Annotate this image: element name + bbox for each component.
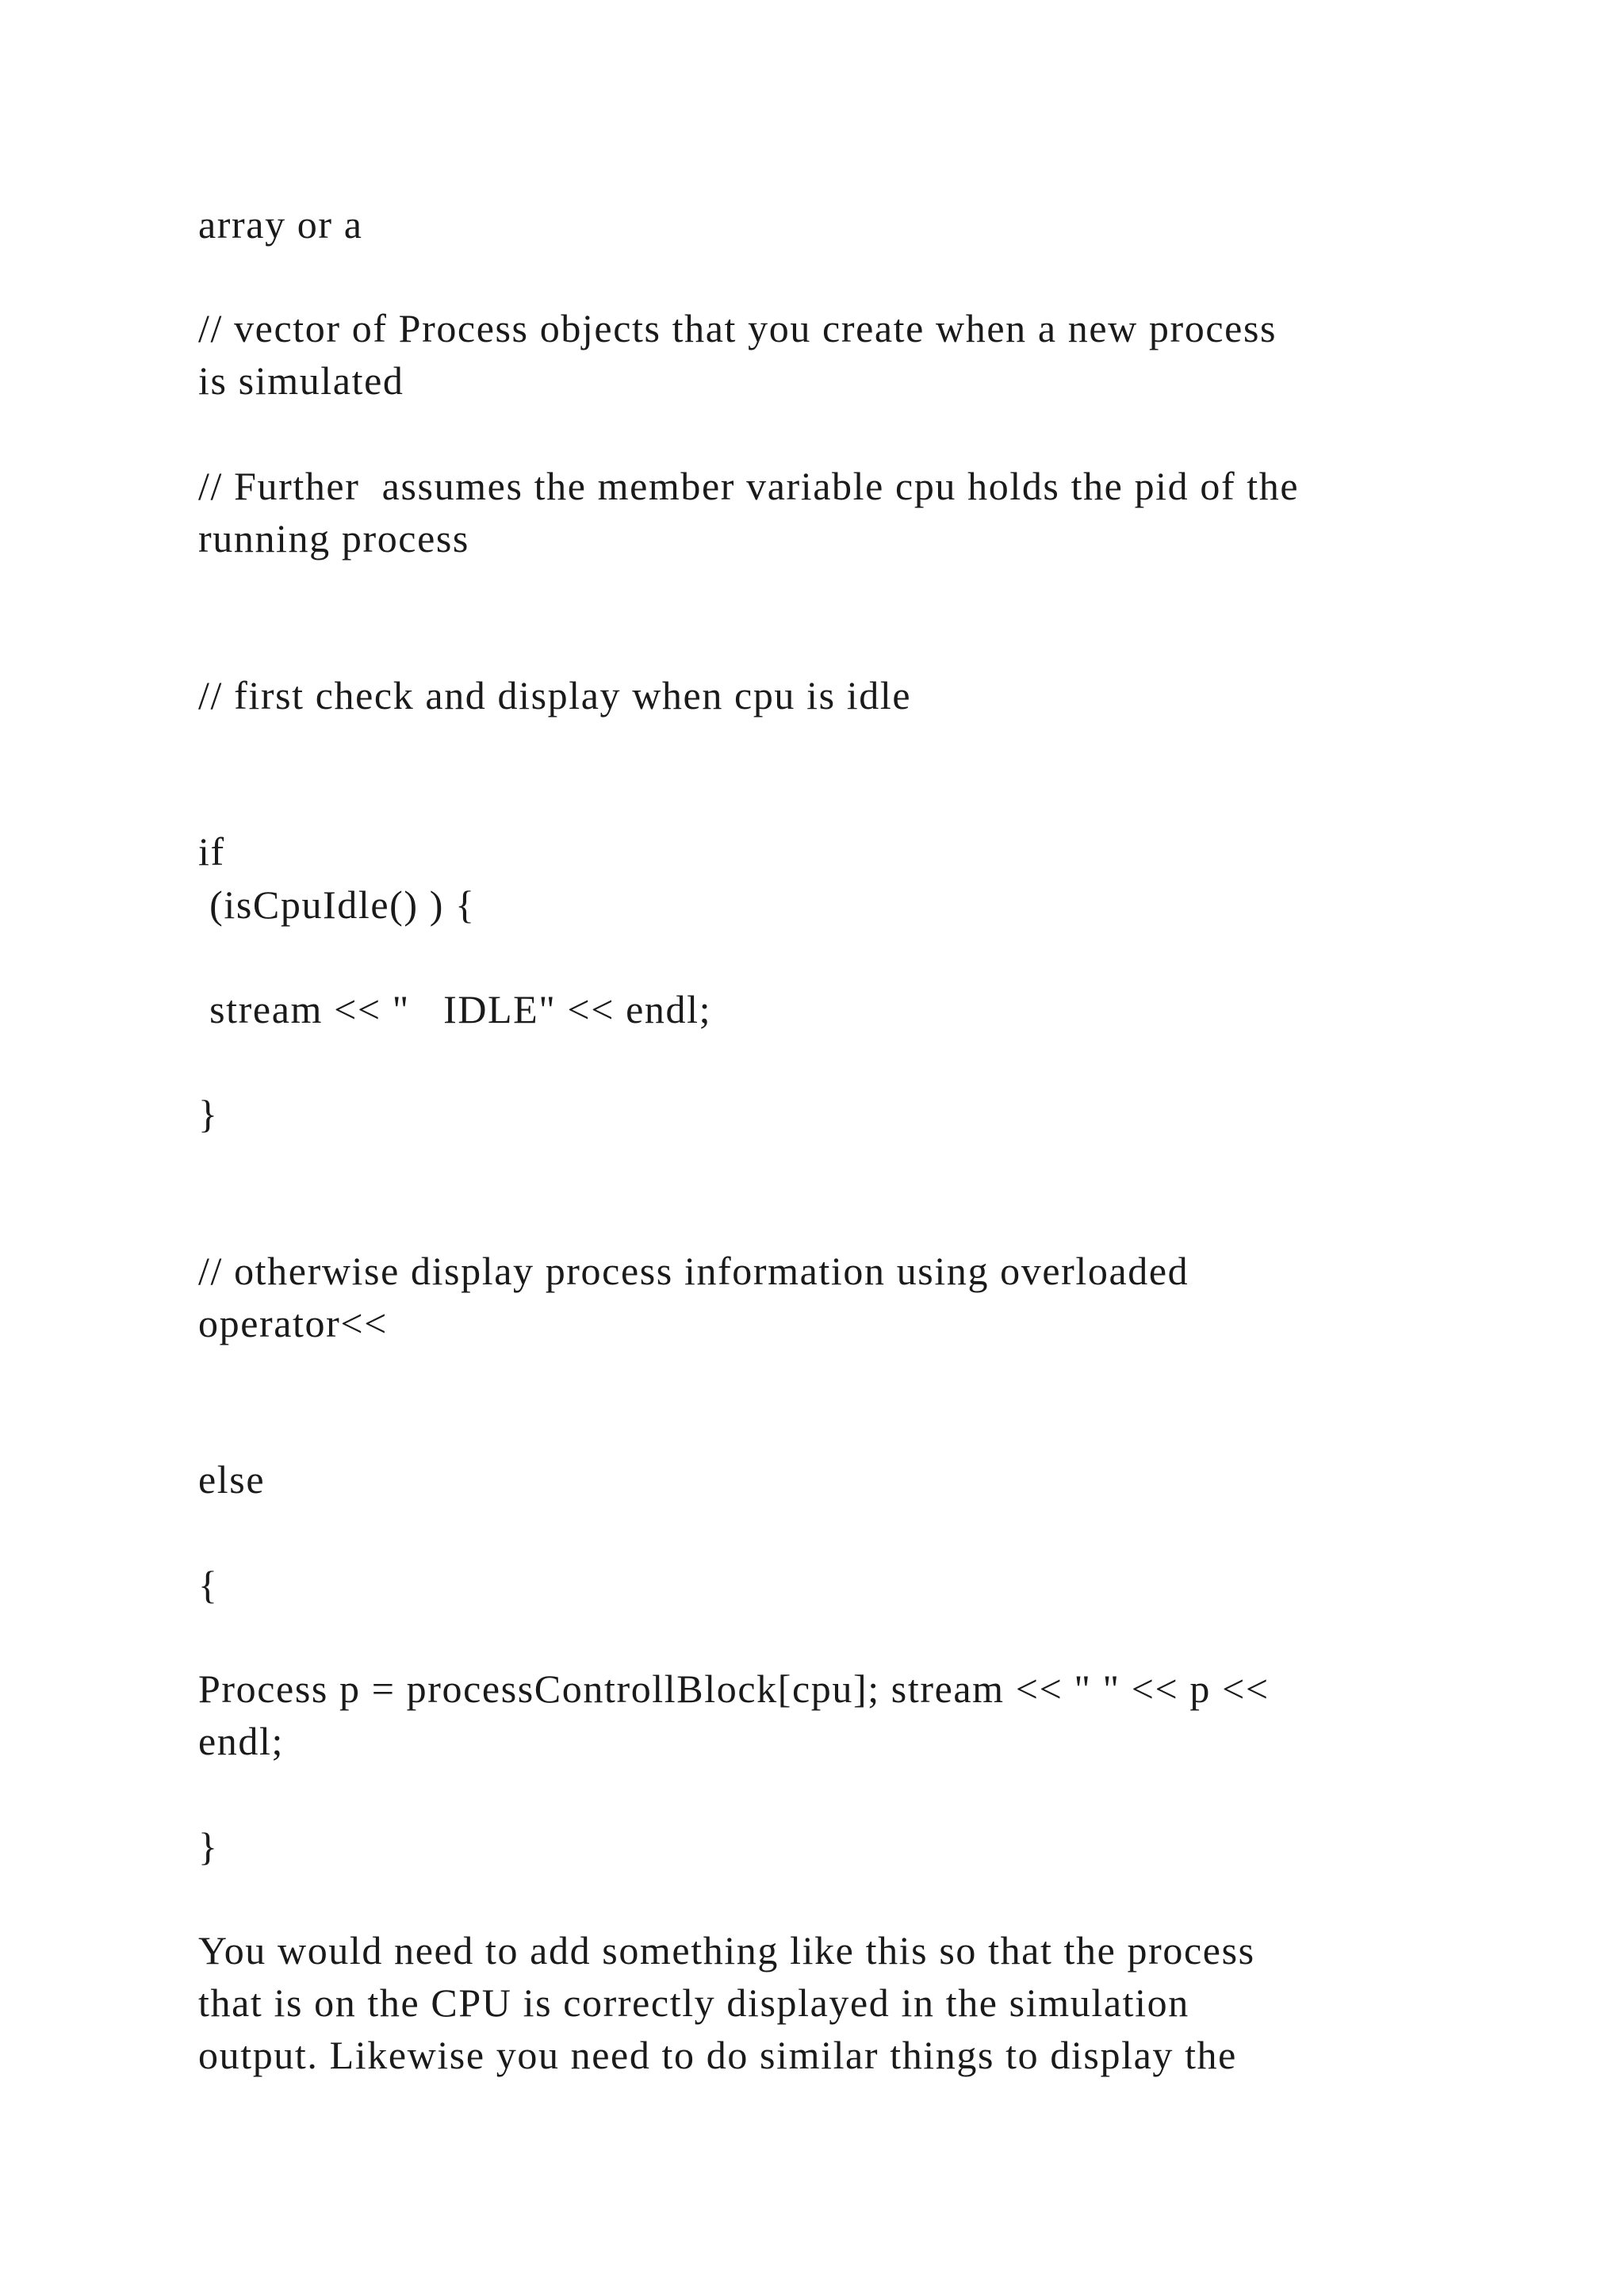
- code-comment-vector: // vector of Process objects that you create when a new process: [198, 306, 1277, 350]
- code-process-assign-cont: endl;: [198, 1719, 284, 1763]
- paragraph-line-2: that is on the CPU is correctly displayed in the simulation: [198, 1980, 1189, 2025]
- code-open-brace: {: [198, 1563, 219, 1607]
- paragraph-line-3: output. Likewise you need to do similar things to display the: [198, 2033, 1237, 2077]
- code-comment-further: // Further assumes the member variable cpu holds the pid of the: [198, 464, 1300, 508]
- code-comment-otherwise-cont: operator<<: [198, 1301, 388, 1345]
- code-close-brace-1: }: [198, 1092, 219, 1136]
- code-else: else: [198, 1457, 266, 1502]
- text-line-array-or-a: array or a: [198, 202, 363, 247]
- code-process-assign: Process p = processControllBlock[cpu]; stream << " " << p <<: [198, 1667, 1270, 1711]
- paragraph-line-1: You would need to add something like this so that the process: [198, 1928, 1255, 1973]
- code-comment-vector-cont: is simulated: [198, 358, 404, 403]
- code-if: if: [198, 829, 225, 874]
- code-stream-idle: stream << " IDLE" << endl;: [198, 987, 712, 1031]
- code-comment-first-check: // first check and display when cpu is idle: [198, 673, 912, 718]
- code-comment-otherwise: // otherwise display process information using overloaded: [198, 1249, 1189, 1293]
- code-if-condition: (isCpuIdle() ) {: [198, 882, 476, 927]
- code-comment-further-cont: running process: [198, 516, 469, 561]
- code-close-brace-2: }: [198, 1824, 219, 1869]
